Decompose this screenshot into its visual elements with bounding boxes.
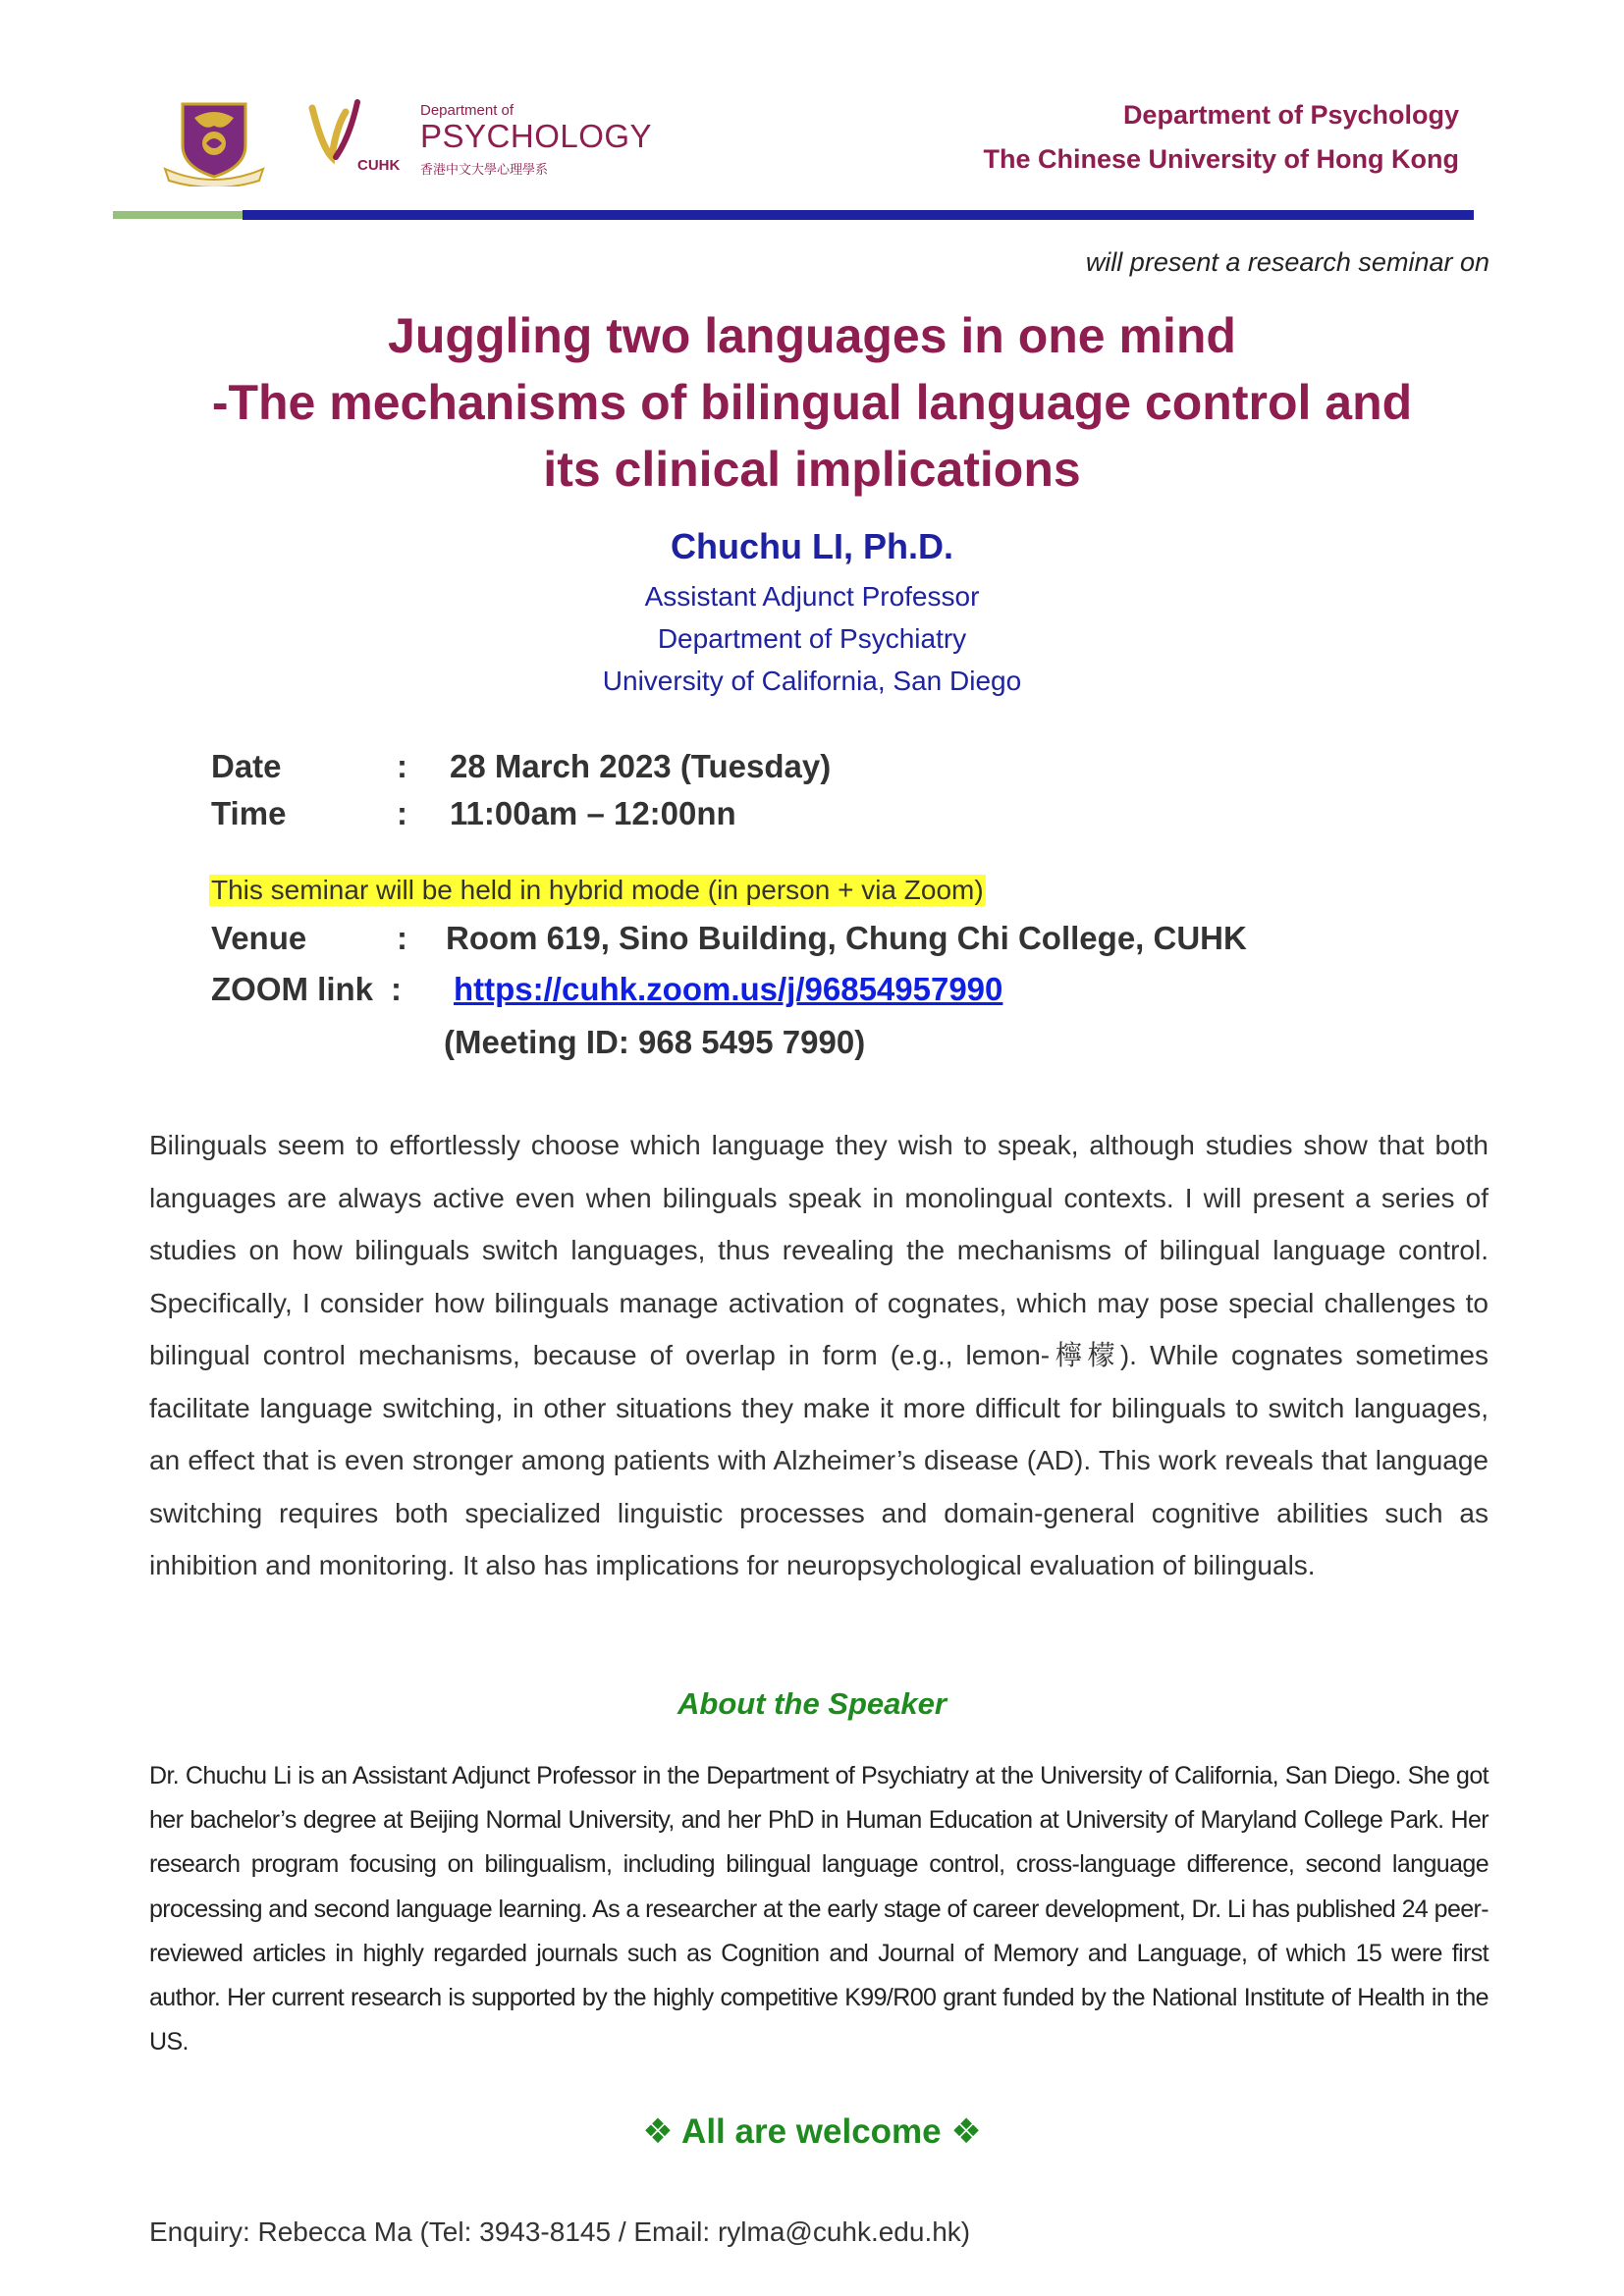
- venue-label: Venue: [211, 920, 307, 956]
- welcome-message: ❖ All are welcome ❖: [642, 2112, 982, 2151]
- seminar-title: [0, 302, 1624, 503]
- seminar-abstract: Bilinguals seem to effortlessly choose which language they wish to speak, although studies show that both languages are always active even when bilinguals speak in monolingual contexts. I will present a series of studies on how bilinguals switch languages, thus revealing the mechanisms of bilingual language control. Specifically, I consider how bilinguals manage activation of cognates, which may pose special challenges to bilingual control mechanisms, because of overlap in form (e.g., lemon-檸檬). While cognates sometimes facilitate language switching, in other situations they make it more difficult for bilinguals to switch languages, an effect that is even stronger among patients with Alzheimer’s disease (AD). This work reveals that language switching requires both specialized linguistic processes and domain-general cognitive abilities such as inhibition and monitoring. It also has implications for neuropsychological evaluation of bilinguals.: [149, 1130, 1489, 1580]
- intro-text: will present a research seminar on: [1085, 247, 1489, 277]
- logo-chinese-text: 香港中文大學心理學系: [420, 162, 549, 177]
- time-colon: :: [397, 795, 407, 831]
- speaker-institution: University of California, San Diego: [602, 666, 1022, 696]
- header-university: The Chinese University of Hong Kong: [983, 144, 1459, 174]
- zoom-colon: :: [391, 971, 402, 1007]
- date-label: Date: [211, 748, 282, 784]
- title-line-1: Juggling two languages in one mind: [388, 308, 1236, 363]
- time-value: 11:00am – 12:00nn: [450, 795, 736, 831]
- time-label: Time: [211, 795, 287, 831]
- hybrid-mode-note: This seminar will be held in hybrid mode (in person + via Zoom): [211, 875, 984, 905]
- speaker-department: Department of Psychiatry: [657, 623, 967, 654]
- date-colon: :: [397, 748, 407, 784]
- logo-cuhk-text: CUHK: [357, 157, 401, 174]
- zoom-link[interactable]: https://cuhk.zoom.us/j/96854957990: [454, 971, 1003, 1007]
- enquiry-contact: Enquiry: Rebecca Ma (Tel: 3943-8145 / Email: rylma@cuhk.edu.hk): [149, 2216, 971, 2247]
- title-line-3: its clinical implications: [543, 442, 1081, 497]
- title-line-2: -The mechanisms of bilingual language control and: [211, 375, 1413, 430]
- cuhk-crest-icon: [161, 96, 267, 187]
- logo-psychology-text: PSYCHOLOGY: [420, 118, 653, 154]
- zoom-label: ZOOM link: [211, 971, 373, 1007]
- psychology-logo-icon: [306, 98, 361, 177]
- header-rule-blue: [243, 210, 1474, 220]
- date-value: 28 March 2023 (Tuesday): [450, 748, 832, 784]
- speaker-affiliation: [0, 575, 1624, 702]
- meeting-id: (Meeting ID: 968 5495 7990): [444, 1024, 866, 1060]
- venue-value: Room 619, Sino Building, Chung Chi College, CUHK: [446, 920, 1247, 956]
- header-department: Department of Psychology: [1122, 100, 1459, 130]
- speaker-position: Assistant Adjunct Professor: [644, 581, 980, 612]
- about-speaker-heading: About the Speaker: [677, 1686, 947, 1721]
- speaker-name: Chuchu LI, Ph.D.: [671, 526, 953, 566]
- header-rule-green: [113, 211, 243, 219]
- logo-dept-text: Department of: [420, 102, 514, 119]
- venue-colon: :: [397, 920, 407, 956]
- speaker-bio: Dr. Chuchu Li is an Assistant Adjunct Professor in the Department of Psychiatry at the University of California, San Diego. She got her bachelor’s degree at Beijing Normal University, and her PhD in Human Education at University of Maryland College Park. Her research program focusing on bilingualism, including bilingual language control, cross-language difference, second language processing and second language learning. As a researcher at the early stage of career development, Dr. Li has published 24 peer-reviewed articles in highly regarded journals such as Cognition and Journal of Memory and Language, of which 15 were first author. Her current research is supported by the highly competitive K99/R00 grant funded by the National Institute of Health in the US.: [149, 1762, 1489, 2056]
